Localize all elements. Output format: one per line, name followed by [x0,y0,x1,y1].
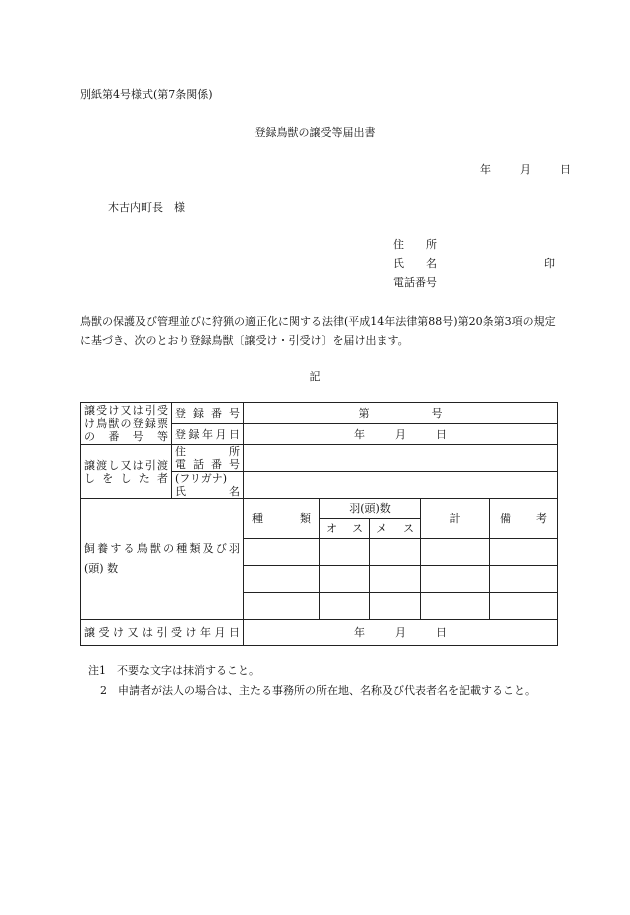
registration-section-label: 譲受け又は引受け鳥獣の登録票の番号等 [81,403,172,445]
species-cell [244,593,320,620]
species-section-label: 飼養する鳥獣の種類及び羽 (頭) 数 [81,499,244,620]
submission-date [480,161,571,177]
female-cell [370,593,421,620]
applicant-address-label: 住所 [393,238,437,251]
form-number: 別紙第4号様式(第7条関係) [80,88,213,101]
col-male-header: オス [320,519,370,539]
total-cell [421,566,490,593]
col-count-header: 羽(頭)数 [320,499,421,519]
ki-heading: 記 [309,370,321,383]
remarks-cell [490,539,558,566]
recipient: 木古内町長 様 [108,201,185,214]
date-month: 月 [520,163,531,176]
col-remarks-header: 備考 [490,499,558,539]
date-day: 日 [560,163,571,176]
species-cell [244,566,320,593]
transferor-address-phone-value [244,445,558,472]
transfer-date-label: 譲受け又は引受け年月日 [81,620,244,646]
male-cell [320,593,370,620]
note-1: 注1 不要な文字は抹消すること。 [88,664,260,677]
note-2: 2 申請者が法人の場合は、主たる事務所の所在地、名称及び代表者名を記載すること。 [100,684,536,697]
body-text: 鳥獣の保護及び管理並びに狩猟の適正化に関する法律(平成14年法律第88号)第20条第3項の規定に基づき、次のとおり登録鳥獣〔譲受け・引受け〕を届け出ます。 [80,315,556,347]
male-cell [320,566,370,593]
col-female-header: メス [370,519,421,539]
applicant-phone-label: 電話番号 [393,276,437,289]
female-cell [370,539,421,566]
transfer-date-value: 年 月 日 [244,620,558,646]
registration-date-value: 年 月 日 [244,424,558,445]
applicant-name-label: 氏名 [393,257,437,270]
transferor-name-value [244,472,558,499]
species-cell [244,539,320,566]
registration-number-label: 登録番号 [172,403,244,424]
transferor-address-phone-label: 住所 電話番号 [172,445,244,472]
transferor-name-label: (フリガナ) 氏名 [172,472,244,499]
remarks-cell [490,593,558,620]
registration-number-value: 第 号 [244,403,558,424]
date-year: 年 [480,163,491,176]
total-cell [421,593,490,620]
document-title: 登録鳥獣の譲受等届出書 [254,126,376,139]
notification-table [80,402,558,646]
seal-mark: 印 [544,257,555,270]
male-cell [320,539,370,566]
transferor-section-label: 譲渡し又は引渡しをした者 [81,445,172,499]
female-cell [370,566,421,593]
col-total-header: 計 [421,499,490,539]
remarks-cell [490,566,558,593]
total-cell [421,539,490,566]
registration-date-label: 登録年月日 [172,424,244,445]
col-species-header: 種類 [244,499,320,539]
